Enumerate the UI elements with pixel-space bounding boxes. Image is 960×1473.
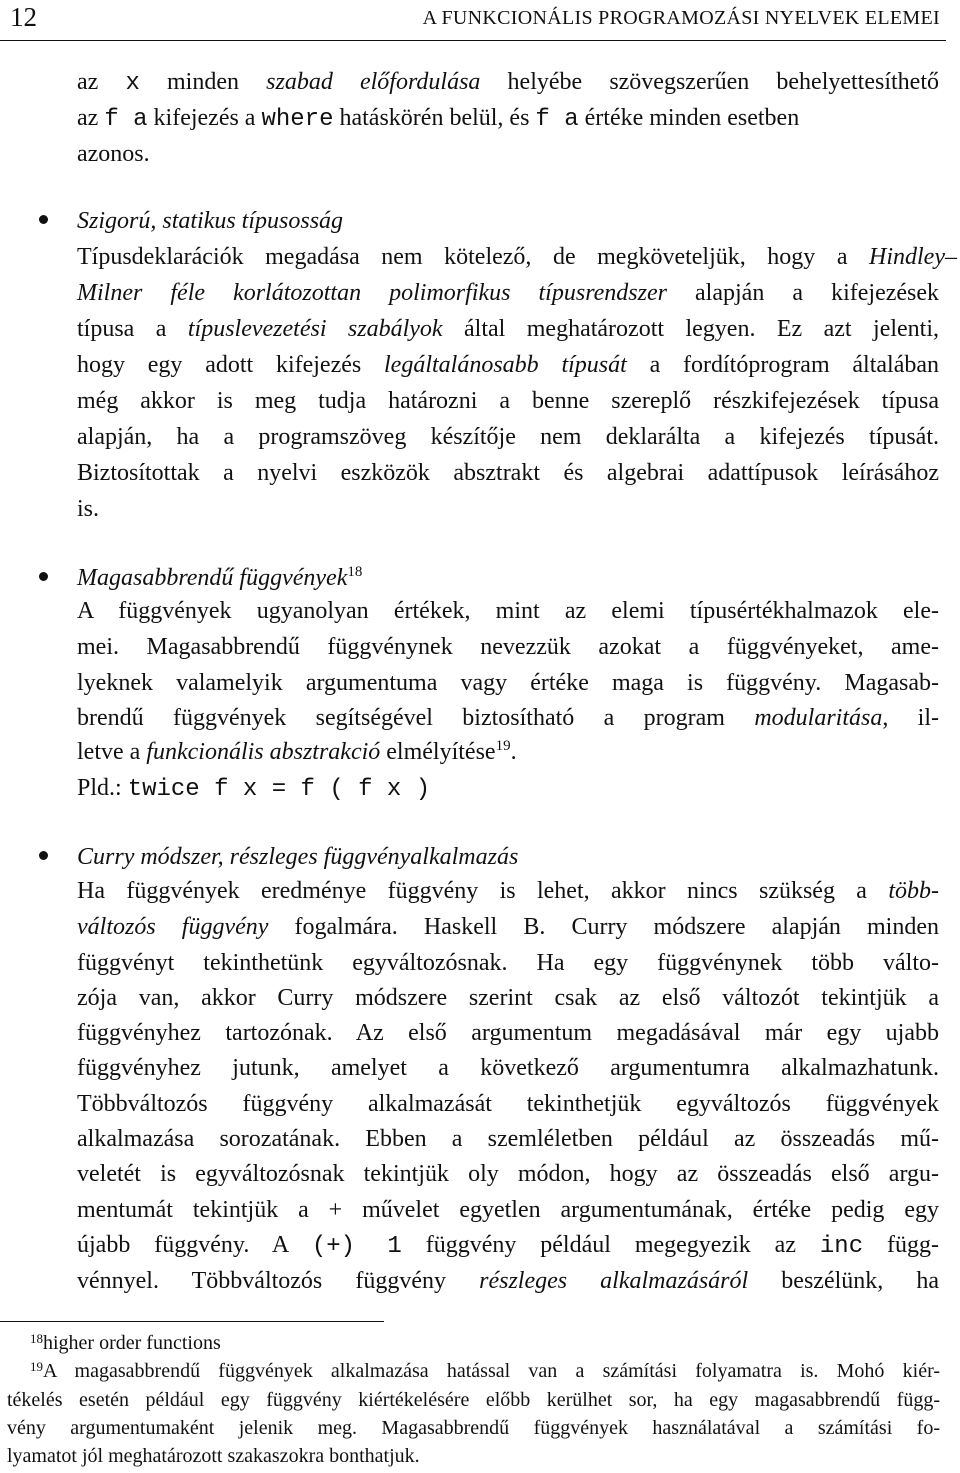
code-inline: (+) 1 xyxy=(311,1233,402,1260)
bullet-icon xyxy=(39,851,48,860)
code-inline: f a xyxy=(104,106,148,133)
text-line: az x minden szabad előfordulása helyébe szövegszerűen behelyettesíthető xyxy=(77,69,939,97)
text-line: függvényhez jutunk, amelyet a következő argumentumra alkalmazhatunk. xyxy=(77,1055,939,1081)
text-line: hogy egy adott kifejezés legáltalánosabb típusát a fordítóprogram általában xyxy=(77,352,940,378)
text-line: alapján, ha a programszöveg készítője nem deklarálta a kifejezés típusát. xyxy=(77,424,939,450)
running-head: A FUNKCIONÁLIS PROGRAMOZÁSI NYELVEK ELEMEI xyxy=(422,7,940,29)
text-line: lyeknek valamelyik argumentuma vagy értéke maga is függvény. Magasab- xyxy=(77,670,939,696)
footnote-line: tékelés esetén például egy függvény kiértékelésére előbb kerülhet sor, ha egy magasabbrendű függ- xyxy=(7,1389,940,1411)
text-line: Biztosítottak a nyelvi eszközök absztrakt és algebrai adattípusok leírásához xyxy=(77,460,939,486)
footnote-ref: 19 xyxy=(495,738,511,754)
footnote-line: lyamatot jól meghatározott szakaszokra bonthatjuk. xyxy=(7,1445,420,1467)
text-line: azonos. xyxy=(77,141,150,167)
text-line: Többváltozós függvény alkalmazását tekinthetjük egyváltozós függvények xyxy=(77,1091,939,1117)
text-line: A függvények ugyanolyan értékek, mint az elemi típusértékhalmazok ele- xyxy=(77,598,939,624)
text-line: brendű függvények segítségével biztosítható a program modularitása, il- xyxy=(77,705,940,731)
code-inline: twice f x = f ( f x ) xyxy=(127,776,431,803)
text-line: újabb függvény. A (+) 1 függvény például megegyezik az inc függ- xyxy=(77,1232,940,1260)
example-line: Pld.: twice f x = f ( f x ) xyxy=(77,775,431,803)
page-header xyxy=(0,0,946,41)
text-line: veletét is egyváltozósnak tekintjük oly módon, hogy az összeadás első argu- xyxy=(77,1161,939,1187)
footnote-rule xyxy=(0,1321,384,1322)
text-line: az f a kifejezés a where hatáskörén belül, és f a értéke minden esetben xyxy=(77,105,800,133)
footnote-18: $^{18}$higher order functions xyxy=(30,1331,221,1354)
bullet-icon xyxy=(39,572,48,581)
bullet-icon xyxy=(39,215,48,224)
page-number: 12 xyxy=(10,2,37,32)
text-line: vénnyel. Többváltozós függvény részleges alkalmazásáról beszélünk, ha xyxy=(77,1268,940,1294)
text-line: is. xyxy=(77,496,100,522)
emphasis: szabad előfordulása xyxy=(266,69,481,95)
text-line: letve a funkcionális absztrakció elmélyítése$^{19}$. xyxy=(77,738,517,765)
text-line: zója van, akkor Curry módszere szerint csak az első változót tekintjük a xyxy=(77,985,939,1011)
code-inline: inc xyxy=(819,1233,864,1260)
footnote-ref: 18 xyxy=(347,564,363,580)
text-line: változós függvény fogalmára. Haskell B. Curry módszere alapján minden xyxy=(77,914,939,940)
text-line: Milner féle korlátozottan polimorfikus típusrendszer alapján a kifejezések xyxy=(77,280,940,306)
text-line: típusa a típuslevezetési szabályok által meghatározott legyen. Ez azt jelenti, xyxy=(77,316,940,342)
text-line: mei. Magasabbrendű függvénynek nevezzük azokat a függvényeket, ame- xyxy=(77,634,939,660)
text-line: Típusdeklarációk megadása nem kötelező, de megköveteljük, hogy a Hindley– xyxy=(77,244,957,270)
item-title: Magasabbrendű függvények$^{18}$ xyxy=(77,564,363,591)
code-inline: f a xyxy=(535,106,579,133)
text-line: mentumát tekintjük a + művelet egyetlen argumentumának, értéke pedig egy xyxy=(77,1197,939,1223)
text-line: függvényt tekinthetünk egyváltozósnak. Ha egy függvénynek több válto- xyxy=(77,950,939,976)
text-line: függvényhez tartozónak. Az első argumentum megadásával már egy ujabb xyxy=(77,1020,939,1046)
item-title: Curry módszer, részleges függvényalkalmazás xyxy=(77,844,519,870)
text-line: Ha függvények eredménye függvény is lehet, akkor nincs szükség a több- xyxy=(77,878,939,904)
text-line: alkalmazása sorozatának. Ebben a szemléletben például az összeadás mű- xyxy=(77,1126,939,1152)
code-inline: where xyxy=(261,106,334,133)
item-title: Szigorú, statikus típusosság xyxy=(77,208,344,234)
code-inline: x xyxy=(125,70,140,97)
footnote-19: $^{19}$A magasabbrendű függvények alkalmazása hatással van a számítási folyamatra is. Mohó kiér- xyxy=(30,1359,940,1382)
text-line: még akkor is meg tudja határozni a benne szereplő részkifejezések típusa xyxy=(77,388,939,414)
footnote-line: vény argumentumaként jelenik meg. Magasabbrendű függvények használatával a számítási fo- xyxy=(7,1417,940,1439)
